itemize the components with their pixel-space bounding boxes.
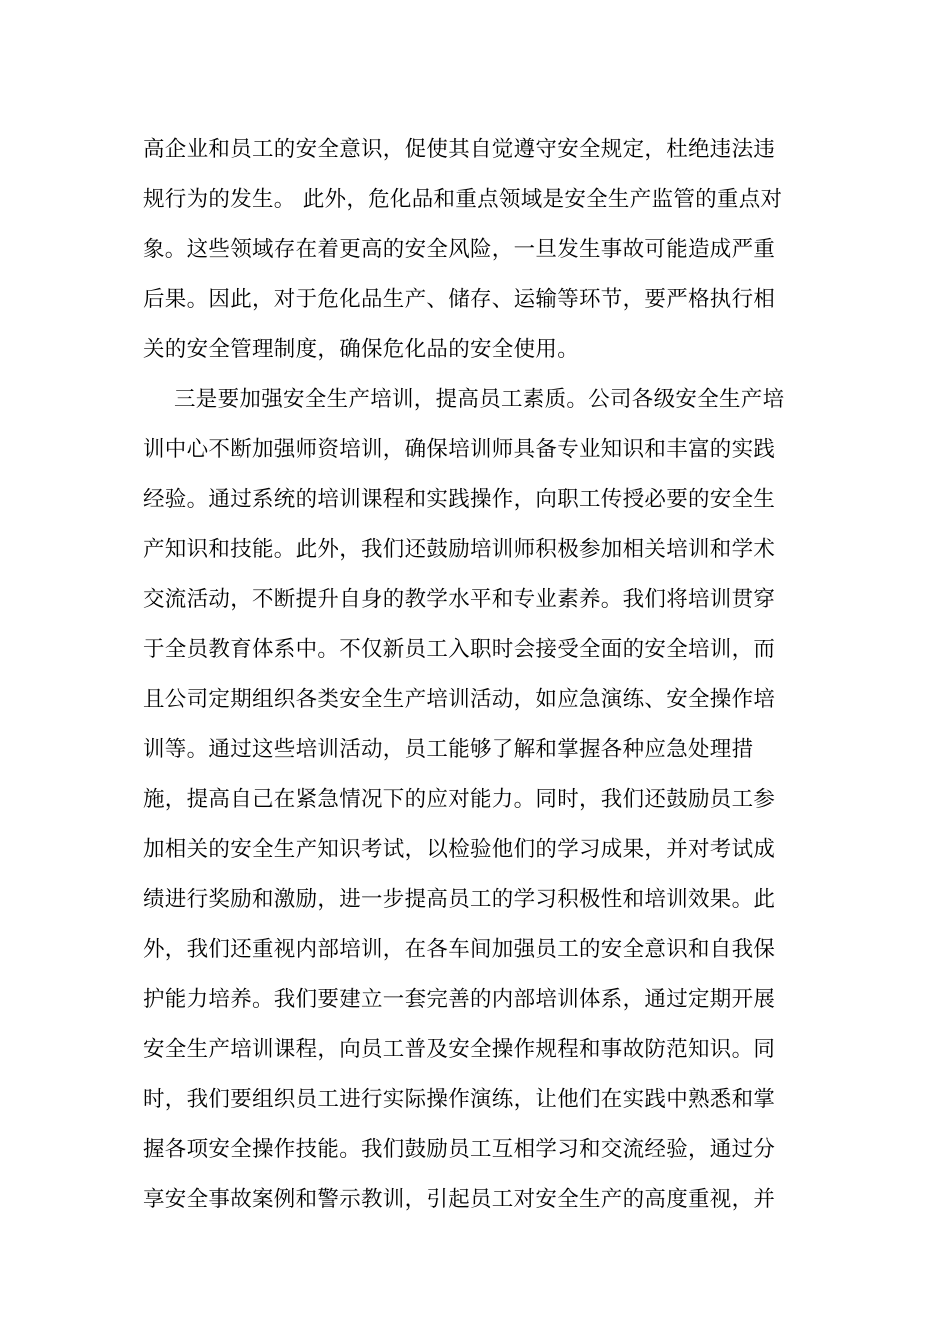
text-line-20: 时，我们要组织员工进行实际操作演练，让他们在实践中熟悉和掌 [143, 1087, 776, 1112]
text-line-11: 于全员教育体系中。不仅新员工入职时会接受全面的安全培训，而 [143, 637, 776, 662]
text-line-21: 握各项安全操作技能。我们鼓励员工互相学习和交流经验，通过分 [143, 1137, 776, 1162]
text-line-9: 产知识和技能。此外，我们还鼓励培训师积极参加相关培训和学术 [143, 537, 776, 562]
text-line-14: 施，提高自己在紧急情况下的应对能力。同时，我们还鼓励员工参 [143, 787, 776, 812]
text-line-8: 经验。通过系统的培训课程和实践操作，向职工传授必要的安全生 [143, 487, 776, 512]
text-line-3: 象。这些领域存在着更高的安全风险，一旦发生事故可能造成严重 [143, 237, 776, 262]
text-line-16: 绩进行奖励和激励，进一步提高员工的学习积极性和培训效果。此 [143, 887, 776, 912]
text-line-2: 规行为的发生。 此外，危化品和重点领域是安全生产监管的重点对 [143, 187, 783, 212]
text-line-22: 享安全事故案例和警示教训，引起员工对安全生产的高度重视，并 [143, 1187, 776, 1212]
text-line-18: 护能力培养。我们要建立一套完善的内部培训体系，通过定期开展 [143, 987, 776, 1012]
text-line-10: 交流活动，不断提升自身的教学水平和专业素养。我们将培训贯穿 [143, 587, 776, 612]
paragraph-start-line: 三是要加强安全生产培训，提高员工素质。公司各级安全生产培 [174, 387, 785, 412]
text-line-12: 且公司定期组织各类安全生产培训活动，如应急演练、安全操作培 [143, 687, 776, 712]
text-line-4: 后果。因此，对于危化品生产、储存、运输等环节，要严格执行相 [143, 287, 776, 312]
text-line-1: 高企业和员工的安全意识，促使其自觉遵守安全规定，杜绝违法违 [143, 137, 776, 162]
text-line-19: 安全生产培训课程，向员工普及安全操作规程和事故防范知识。同 [143, 1037, 776, 1062]
text-line-7: 训中心不断加强师资培训，确保培训师具备专业知识和丰富的实践 [143, 437, 776, 462]
text-line-15: 加相关的安全生产知识考试，以检验他们的学习成果，并对考试成 [143, 837, 776, 862]
text-line-13: 训等。通过这些培训活动，员工能够了解和掌握各种应急处理措 [143, 737, 754, 762]
text-line-17: 外，我们还重视内部培训，在各车间加强员工的安全意识和自我保 [143, 937, 776, 962]
text-line-5: 关的安全管理制度，确保危化品的安全使用。 [143, 337, 580, 362]
